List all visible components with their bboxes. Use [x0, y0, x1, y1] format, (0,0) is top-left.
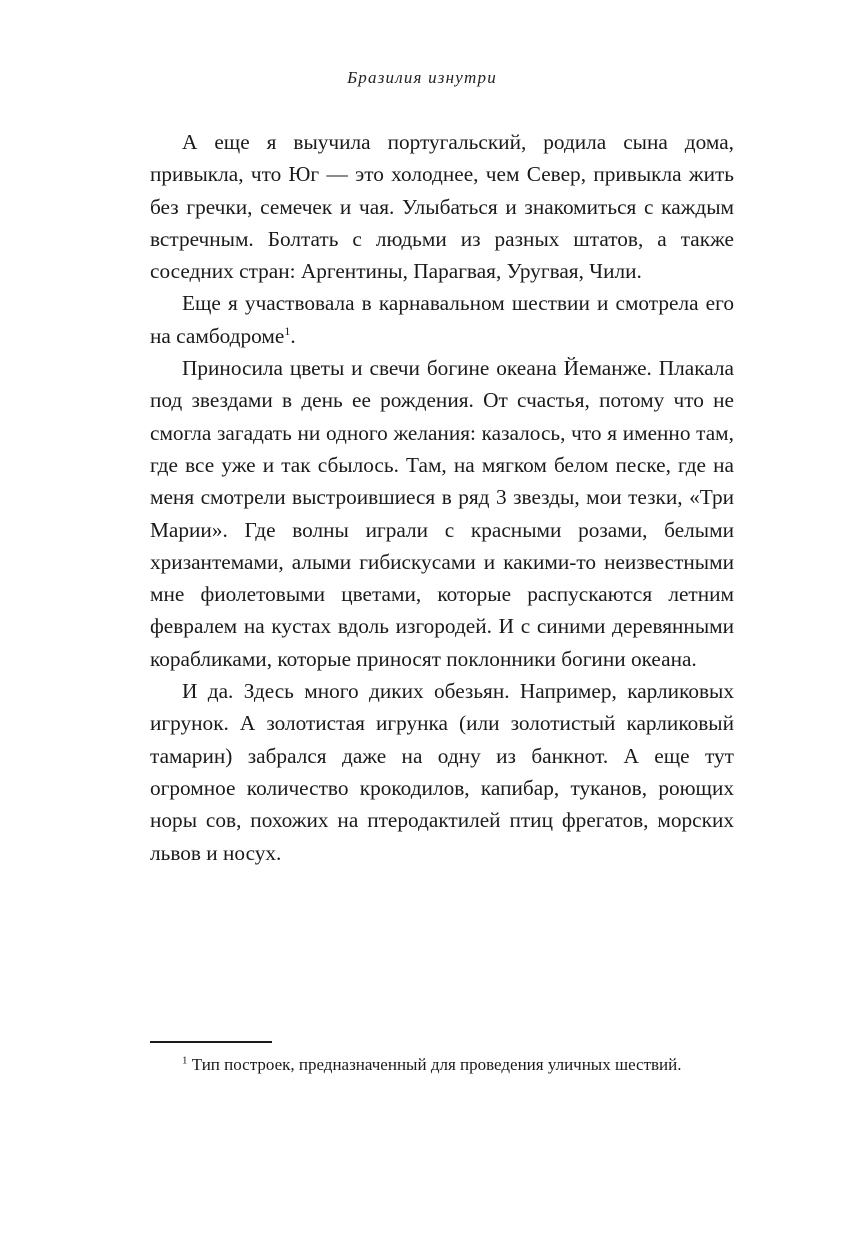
- footnote-separator: [150, 1041, 272, 1043]
- running-header: Бразилия изнутри: [347, 68, 497, 87]
- footnote: [150, 1052, 734, 1077]
- paragraph-4: И да. Здесь много диких обезьян. Например, карликовых игрунок. А золотистая игрунка (или золотистый карликовый тамарин) забрался даже на одну из банкнот. А еще тут огромное количество крокодилов, капибар, туканов, роющих норы сов, похожих на птеродактилей птиц фрегатов, морских львов и носух.: [150, 679, 734, 865]
- footnote-line: [150, 1052, 734, 1077]
- paragraph-2-end: .: [290, 323, 296, 348]
- paragraph-3: Приносила цветы и свечи богине океана Йеманже. Плакала под звездами в день ее рождения. От счастья, потому что не смогла загадать ни одного желания: казалось, что я именно там, где все уже и так сбылось. Там, на мягком белом песке, где на меня смотрели выстроившиеся в ряд 3 звезды, мои тезки, «Три Марии». Где волны играли с красными розами, белыми хризантемами, алыми гибискусами и какими-то неизвестными мне фиолетовыми цветами, которые распускаются летним февралем на кустах вдоль изгородей. И с синими деревянными корабликами, которые приносят поклонники богини океана.: [150, 356, 734, 671]
- footnote-text: Тип построек, предназначенный для проведения уличных шествий.: [191, 1055, 682, 1074]
- footnote-marker: 1: [182, 1054, 188, 1067]
- paragraph-2: [150, 287, 734, 352]
- paragraph-1: А еще я выучила португальский, родила сына дома, привыкла, что Юг — это холоднее, чем Север, привыкла жить без гречки, семечек и чая. Улыбаться и знакомиться с каждым встречным. Болтать с людьми из разных штатов, а также соседних стран: Аргентины, Парагвая, Уругвая, Чили.: [150, 130, 734, 284]
- main-text: [150, 126, 734, 869]
- footnote-reference: 1: [284, 323, 291, 338]
- paragraph-2-text: Еще я участвовала в карнавальном шествии и смотрела его на самбодроме: [150, 291, 734, 348]
